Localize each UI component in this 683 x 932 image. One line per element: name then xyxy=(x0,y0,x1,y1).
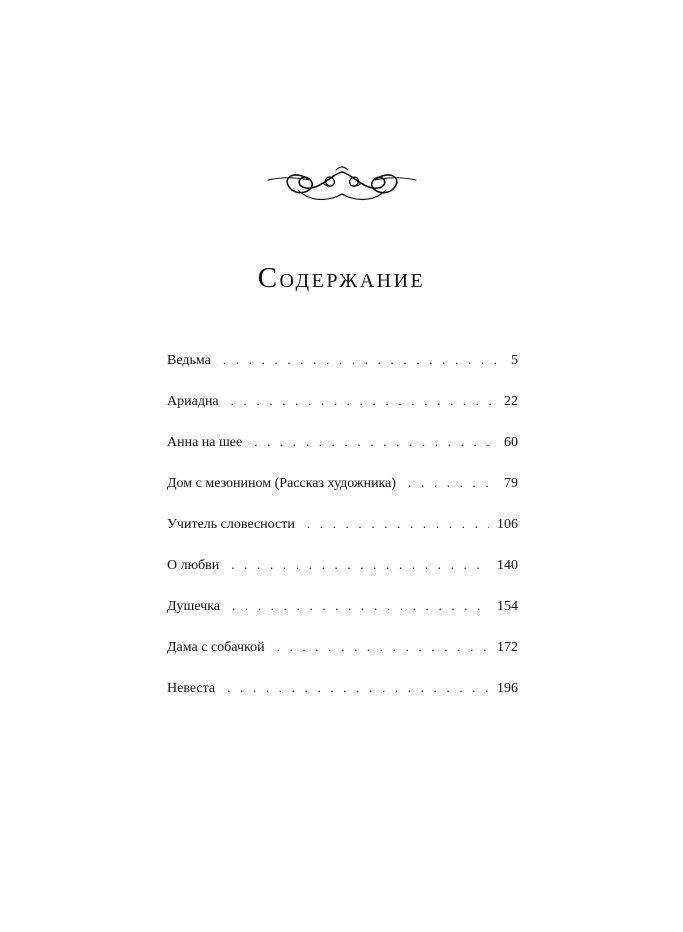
dot-leader xyxy=(231,555,489,575)
toc-entry[interactable] xyxy=(167,678,518,719)
dot-leader xyxy=(231,391,496,411)
toc-entry[interactable] xyxy=(167,350,518,391)
toc-entry-title: Учитель словесности xyxy=(167,517,295,532)
toc-entry-title: Душечка xyxy=(167,599,221,614)
toc-entry-page: 154 xyxy=(497,599,518,614)
toc-entry-page: 79 xyxy=(504,476,518,491)
dot-leader xyxy=(227,678,489,698)
page-title: Содержание xyxy=(257,262,426,294)
toc-entry[interactable] xyxy=(167,637,518,678)
toc-entry-title: Дама с собачкой xyxy=(167,640,265,655)
dot-leader xyxy=(223,350,503,370)
dot-leader xyxy=(307,514,489,534)
dot-leader xyxy=(232,596,489,616)
toc-entry-page: 60 xyxy=(504,435,518,450)
flourish-ornament-icon xyxy=(262,160,422,208)
toc-entry[interactable] xyxy=(167,596,518,637)
toc-entry-title: Невеста xyxy=(167,681,216,696)
dot-leader xyxy=(254,432,496,452)
toc-entry[interactable] xyxy=(167,473,518,514)
toc-entry[interactable] xyxy=(167,555,518,596)
toc-entry-title: Дом с мезонином (Рассказ художника) xyxy=(167,476,397,491)
toc-entry[interactable] xyxy=(167,514,518,555)
toc-entry-page: 196 xyxy=(497,681,518,696)
toc-entry[interactable] xyxy=(167,432,518,473)
toc-entry-title: Ариадна xyxy=(167,394,219,409)
toc-entry-page: 22 xyxy=(504,394,518,409)
table-of-contents xyxy=(167,350,518,719)
toc-entry-title: Ведьма xyxy=(167,353,211,368)
toc-entry-title: О любви xyxy=(167,558,220,573)
toc-entry-title: Анна на шее xyxy=(167,435,243,450)
dot-leader xyxy=(277,637,489,657)
dot-leader xyxy=(408,473,496,493)
toc-entry-page: 106 xyxy=(497,517,518,532)
toc-entry-page: 140 xyxy=(497,558,518,573)
toc-entry-page: 172 xyxy=(497,640,518,655)
toc-entry-page: 5 xyxy=(511,353,518,368)
toc-entry[interactable] xyxy=(167,391,518,432)
